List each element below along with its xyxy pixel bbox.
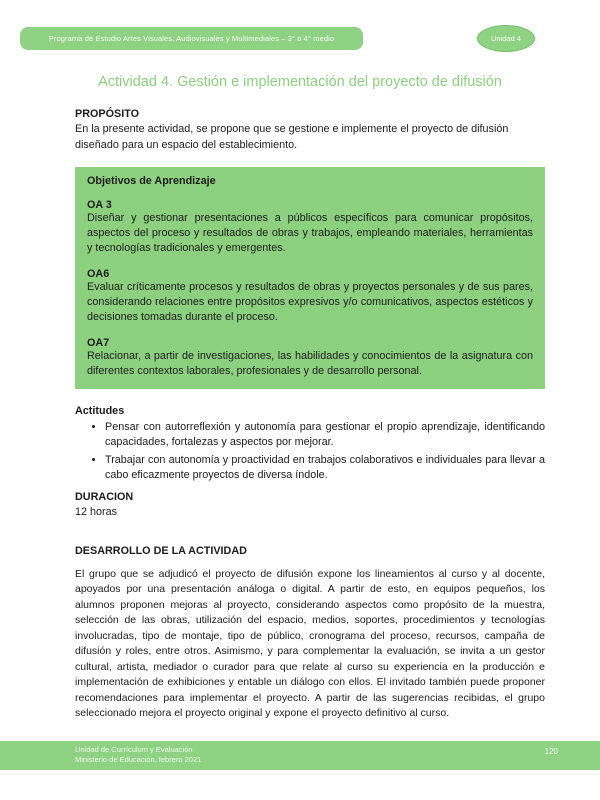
proposito-heading: PROPÓSITO — [75, 108, 139, 120]
header-program-bar — [20, 27, 363, 50]
objetivos-heading: Objetivos de Aprendizaje — [87, 175, 216, 187]
desarrollo-heading: DESARROLLO DE LA ACTIVIDAD — [75, 544, 247, 557]
oa-item — [87, 268, 533, 325]
content-column — [75, 108, 545, 722]
duracion-section — [75, 491, 545, 521]
footer-line2: Ministerio de Educación, febrero 2021 — [75, 755, 202, 764]
actitudes-list — [75, 420, 545, 483]
duracion-value: 12 horas — [75, 506, 118, 518]
footer-page-number: 120 — [544, 747, 558, 756]
oa-text: Evaluar críticamente procesos y resultados de obras y proyectos personales y de sus pares, considerando relaciones entre propósitos expresivos y/o comunicativos, aspectos estéticos y decisiones tomadas durante el proceso. — [87, 281, 533, 323]
oa-item — [87, 199, 533, 256]
actitudes-heading: Actitudes — [75, 405, 125, 417]
oa-text: Diseñar y gestionar presentaciones a públicos específicos para comunicar propósitos, aspectos del proceso y resultados de obras y trabajos, empleando materiales, herramientas y tecnologías tradicionales y emergentes. — [87, 212, 533, 254]
duracion-heading: DURACION — [75, 491, 134, 503]
desarrollo-text: El grupo que se adjudicó el proyecto de difusión expone los lineamientos al curso y al docente, apoyados por una presentación análoga o digital. A partir de esto, en equipos pequeños, los alumnos proponen mejoras al proyecto, considerando aspectos como propósito de la muestra, selección de las obras, utilización del espacio, medios, soportes, procedimientos y tecnologías involucradas, tipo de montaje, tipo de público, cronograma del proceso, recursos, campaña de difusión y roles, entre otros. Asimismo, y para complementar la evaluación, se invita a un gestor cultural, artista, mediador o curador para que relate al curso su experiencia en la producción e implementación de exhibiciones y entable un diálogo con ellos. El invitado también puede proponer recomendaciones para implementar el proyecto. A partir de las sugerencias recibidas, el grupo seleccionado mejora el proyecto original y expone el proyecto definitivo al curso. — [75, 567, 545, 719]
footer-line1: Unidad de Currículum y Evaluación — [75, 745, 193, 754]
actitudes-section — [75, 405, 545, 483]
unit-badge-label: Unidad 4 — [490, 34, 522, 43]
oa-item — [87, 337, 533, 379]
page-title: Actividad 4. Gestión e implementación del proyecto de difusión — [98, 74, 502, 90]
desarrollo-section — [75, 545, 545, 722]
oa-code: OA 3 — [87, 199, 112, 211]
actitudes-item: • Trabajar con autonomía y proactividad en trabajos colaborativos e individuales para llevar a cabo eficazmente proyectos de diversa índole. — [105, 453, 545, 483]
proposito-text: En la presente actividad, se propone que se gestione e implemente el proyecto de difusión diseñado para un espacio del establecimiento. — [75, 123, 509, 151]
footer-bar — [0, 741, 600, 770]
footer-credits — [75, 745, 201, 765]
objetivos-box — [75, 167, 545, 389]
actitudes-item: • Pensar con autorreflexión y autonomía para gestionar el propio aprendizaje, identificando capacidades, fortalezas y aspectos por mejorar. — [105, 420, 545, 450]
header-program-label: Programa de Estudio Artes Visuales, Audiovisuales y Multimediales – 3° o 4° medio — [48, 34, 335, 43]
oa-code: OA7 — [87, 337, 110, 349]
oa-code: OA6 — [87, 268, 110, 280]
unit-badge — [477, 25, 535, 52]
oa-text: Relacionar, a partir de investigaciones, las habilidades y conocimientos de la asignatura con diferentes contextos laborales, profesionales y de desarrollo personal. — [87, 350, 533, 377]
proposito-section — [75, 108, 545, 153]
